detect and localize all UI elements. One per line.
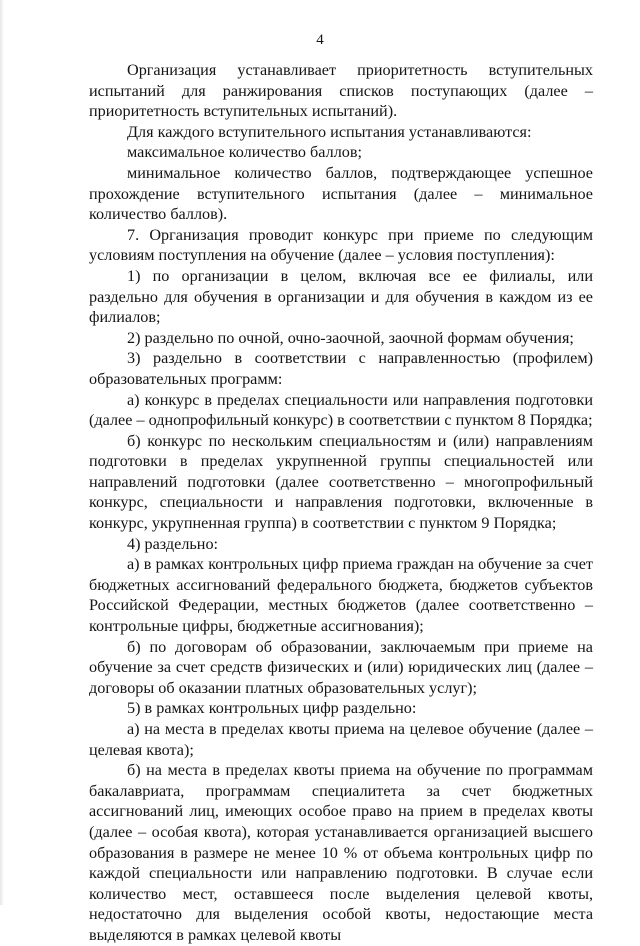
scan-edge-shadow	[0, 0, 4, 905]
paragraph-subitem-1: 1) по организации в целом, включая все ее филиалы, или раздельно для обучения в организации и для обучения в каждом из ее филиалов;	[89, 266, 593, 327]
paragraph-item-7: 7. Организация проводит конкурс при приеме по следующим условиям поступления на обучение (далее – условия поступления):	[89, 225, 593, 265]
paragraph-subitem-4b: б) по договорам об образовании, заключаемым при приеме на обучение за счет средств физических и (или) юридических лиц (далее – договоры об оказании платных образовательных услуг);	[89, 637, 593, 697]
paragraph-subitem-4a: а) в рамках контрольных цифр приема граждан на обучение за счет бюджетных ассигнований федерального бюджета, бюджетов субъектов Российской Федерации, местных бюджетов (далее соответственно – контрольные цифры, бюджетные ассигнования);	[89, 555, 593, 636]
paragraph-priority: Организация устанавливает приоритетность вступительных испытаний для ранжирования списков поступающих (далее – приоритетность вступительных испытаний).	[89, 61, 593, 121]
paragraph-subitem-5: 5) в рамках контрольных цифр раздельно:	[127, 699, 417, 718]
paragraph-subitem-2: 2) раздельно по очной, очно-заочной, заочной формам обучения;	[127, 328, 574, 347]
paragraph-subitem-3a: а) конкурс в пределах специальности или направления подготовки (далее – однопрофильный конкурс) в соответствии с пунктом 8 Порядка;	[89, 390, 593, 430]
paragraph-subitem-5b: б) на места в пределах квоты приема на обучение по программам бакалавриата, программам специалитета за счет бюджетных ассигнований лиц, имеющих особое право на прием в пределах квоты (далее – особая квота), которая устанавливается организацией высшего образования в размере не менее 10 % от объема контрольных цифр по каждой специальности или направлению подготовки. В случае если количество мест, оставшееся после выделения целевой квоты, недостаточно для выделения особой квоты, недостающие места выделяются в рамках целевой квоты	[89, 761, 593, 944]
paragraph-max-score: максимальное количество баллов;	[127, 143, 363, 162]
paragraph-subitem-4: 4) раздельно:	[127, 534, 219, 553]
paragraph-per-exam: Для каждого вступительного испытания устанавливаются:	[127, 122, 532, 141]
paragraph-subitem-5a: а) на места в пределах квоты приема на целевое обучение (далее – целевая квота);	[89, 720, 593, 759]
paragraph-subitem-3b: б) конкурс по нескольким специальностям и (или) направлениям подготовки в пределах укрупненной группы специальностей или направлений подготовки (далее соответственно – многопрофильный конкурс, специальности и направления подготовки, включенные в конкурс, укрупненная группа) в соответствии с пунктом 9 Порядка;	[89, 431, 593, 533]
paragraph-min-score: минимальное количество баллов, подтверждающее успешное прохождение вступительного испытания (далее – минимальное количество баллов).	[89, 163, 593, 224]
document-body	[89, 60, 593, 946]
paragraph-subitem-3: 3) раздельно в соответствии с направленностью (профилем) образовательных программ:	[89, 349, 593, 388]
page-number: 4	[316, 32, 324, 48]
